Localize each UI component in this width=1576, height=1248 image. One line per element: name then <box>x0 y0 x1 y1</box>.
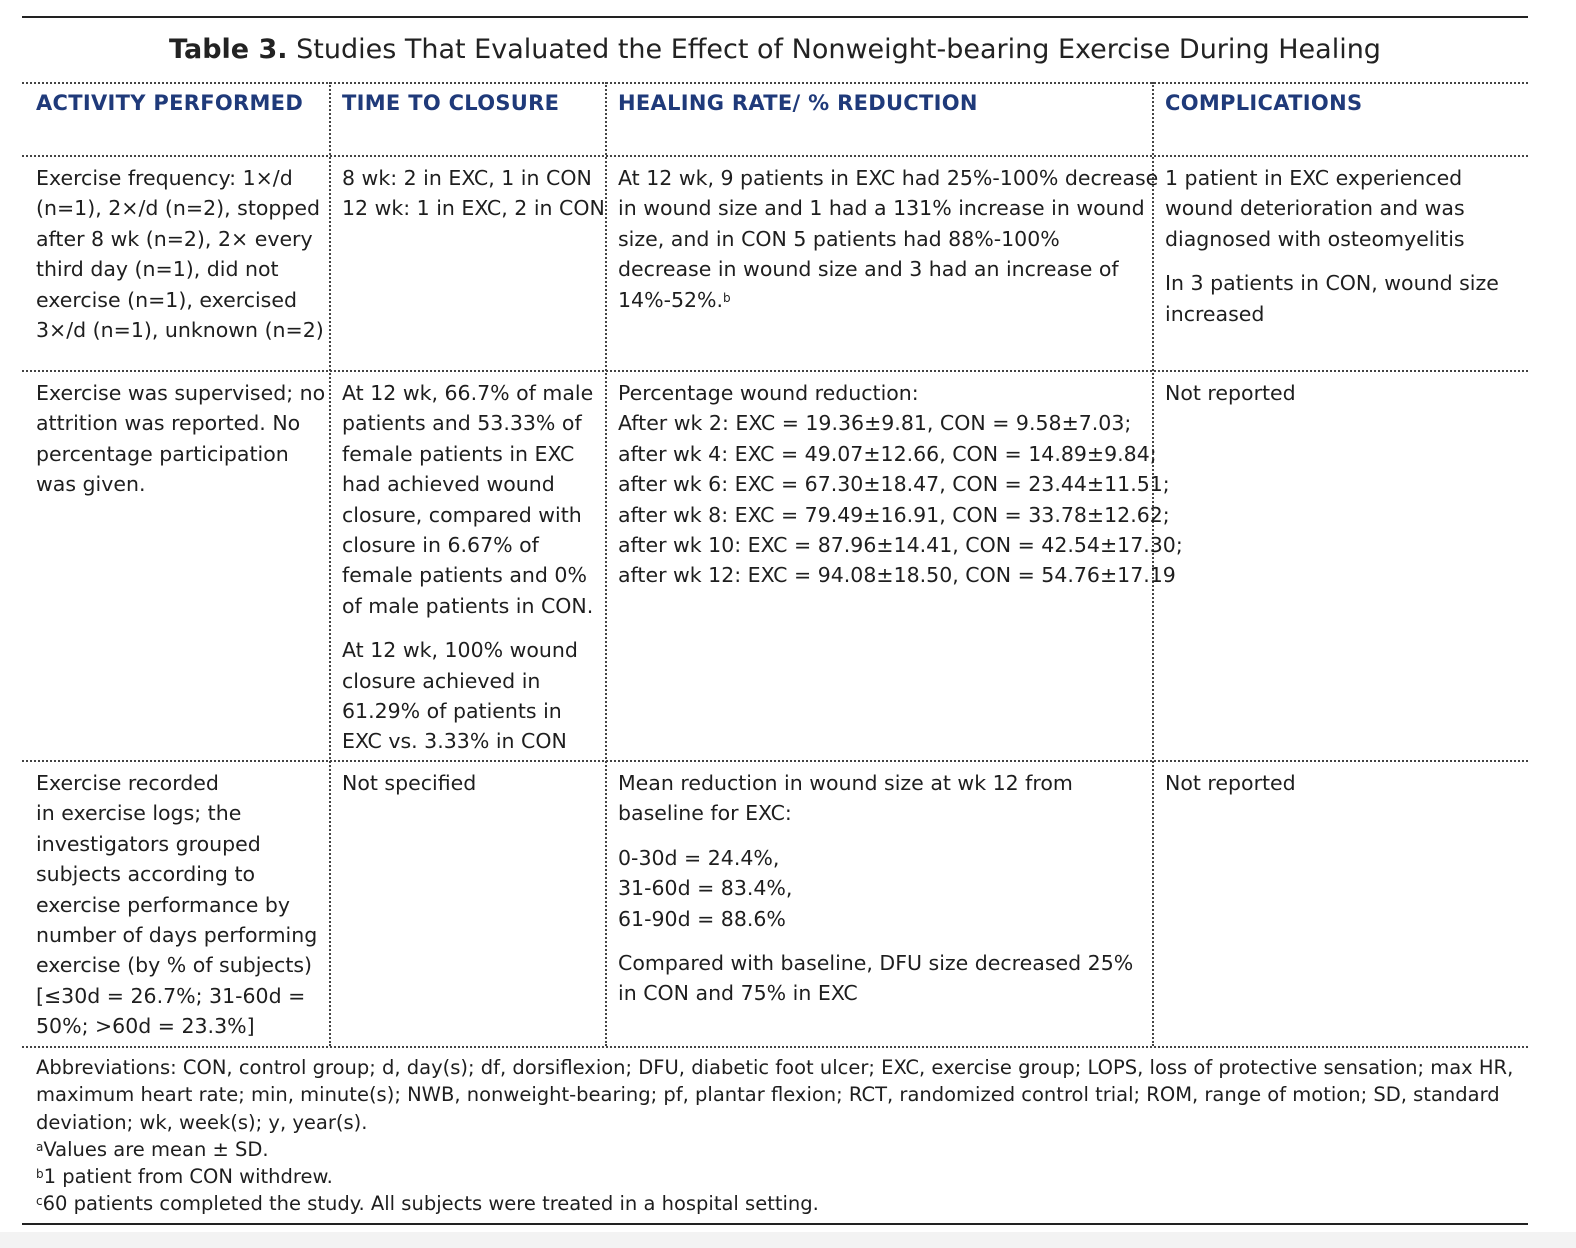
footnote-c: $^c$60 patients completed the study. All subjects were treated in a hospital setting. <box>36 1192 819 1216</box>
row1-complications: 1 patient in EXC experienced wound deterioration and was diagnosed with osteomyelitis In 3 patients in CON, wound size increased <box>1165 166 1499 326</box>
row1-time-to-closure: 8 wk: 2 in EXC, 1 in CON 12 wk: 1 in EXC, 2 in CON <box>342 166 605 221</box>
header-activity: ACTIVITY PERFORMED <box>36 91 304 115</box>
table-caption: Studies That Evaluated the Effect of Nonweight-bearing Exercise During Healing <box>296 34 1381 65</box>
column-divider <box>329 82 331 1046</box>
row2-healing-rate: Percentage wound reduction: After wk 2: EXC = 19.36±9.81, CON = 9.58±7.03; after wk 4: EXC = 49.07±12.66, CON = 14.89±9.84; after wk 6: EXC = 67.30±18.47, CON = 23.44±11.51; after wk 8: EXC = 79.49±16.91, CON = 33.78±12.62; after wk 10: EXC = 87.96±14.41, CON = 42.54±17.30; after wk 12: EXC = 94.08±18.50, CON = 54.76±17.19 <box>618 381 1183 588</box>
column-divider <box>605 82 607 1046</box>
row-divider <box>22 82 1528 84</box>
row3-time-to-closure: Not specified <box>342 771 477 795</box>
row-divider <box>22 155 1528 157</box>
row-divider <box>22 1046 1528 1048</box>
header-time-to-closure: TIME TO CLOSURE <box>342 91 560 115</box>
abbreviations-line: deviation; wk, week(s); y, year(s). <box>36 1110 368 1134</box>
footnote-a: $^a$Values are mean ± SD. <box>36 1137 269 1161</box>
bottom-rule <box>22 1223 1528 1225</box>
row3-activity: Exercise recorded in exercise logs; the investigators grouped subjects according to exercise performance by number of days performing exercise (by % of subjects) [≤30d = 26.7%; 31-60d = 50%; >60d = 23.3%] <box>36 771 318 1039</box>
row-divider <box>22 760 1528 762</box>
row3-healing-rate: Mean reduction in wound size at wk 12 from baseline for EXC: 0-30d = 24.4%, 31-60d = 83.4%, 61-90d = 88.6% Compared with baseline, DFU size decreased 25% in CON and 75% in EXC <box>618 771 1134 1006</box>
abbreviations-line: maximum heart rate; min, minute(s); NWB, nonweight-bearing; pf, plantar flexion; RCT, randomized control trial; ROM, range of motion; SD, standard <box>36 1083 1500 1107</box>
row1-healing-rate: At 12 wk, 9 patients in EXC had 25%-100% decrease in wound size and 1 had a 131% increase in wound size, and in CON 5 patients had 88%-100% decrease in wound size and 3 had an increase of 14%-52%.$^b$ <box>618 166 1159 312</box>
table-title <box>22 30 1528 70</box>
row2-complications: Not reported <box>1165 381 1296 405</box>
row2-activity: Exercise was supervised; no attrition was reported. No percentage participation was given. <box>36 381 326 497</box>
abbreviations-line: Abbreviations: CON, control group; d, day(s); df, dorsiflexion; DFU, diabetic foot ulcer; EXC, exercise group; LOPS, loss of protective sensation; max HR, <box>36 1056 1514 1079</box>
table-number: Table 3. <box>169 34 288 65</box>
header-complications: COMPLICATIONS <box>1165 91 1363 115</box>
row2-time-to-closure: At 12 wk, 66.7% of male patients and 53.33% of female patients in EXC had achieved wound closure, compared with closure in 6.67% of female patients and 0% of male patients in CON. At 12 wk, 100% wound closure achieved in 61.29% of patients in EXC vs. 3.33% in CON <box>342 381 594 754</box>
footnote-b: $^b$1 patient from CON withdrew. <box>36 1165 333 1189</box>
footnote-b-ref: b <box>723 290 731 305</box>
row1-activity: Exercise frequency: 1×/d (n=1), 2×/d (n=2), stopped after 8 wk (n=2), 2× every third day (n=1), did not exercise (n=1), exercised 3×/d (n=1), unknown (n=2) <box>36 166 324 343</box>
table-footnotes <box>36 1054 1516 1218</box>
header-healing-rate: HEALING RATE/ % REDUCTION <box>618 91 978 115</box>
row3-complications: Not reported <box>1165 771 1296 795</box>
top-rule <box>22 16 1528 18</box>
row-divider <box>22 370 1528 372</box>
